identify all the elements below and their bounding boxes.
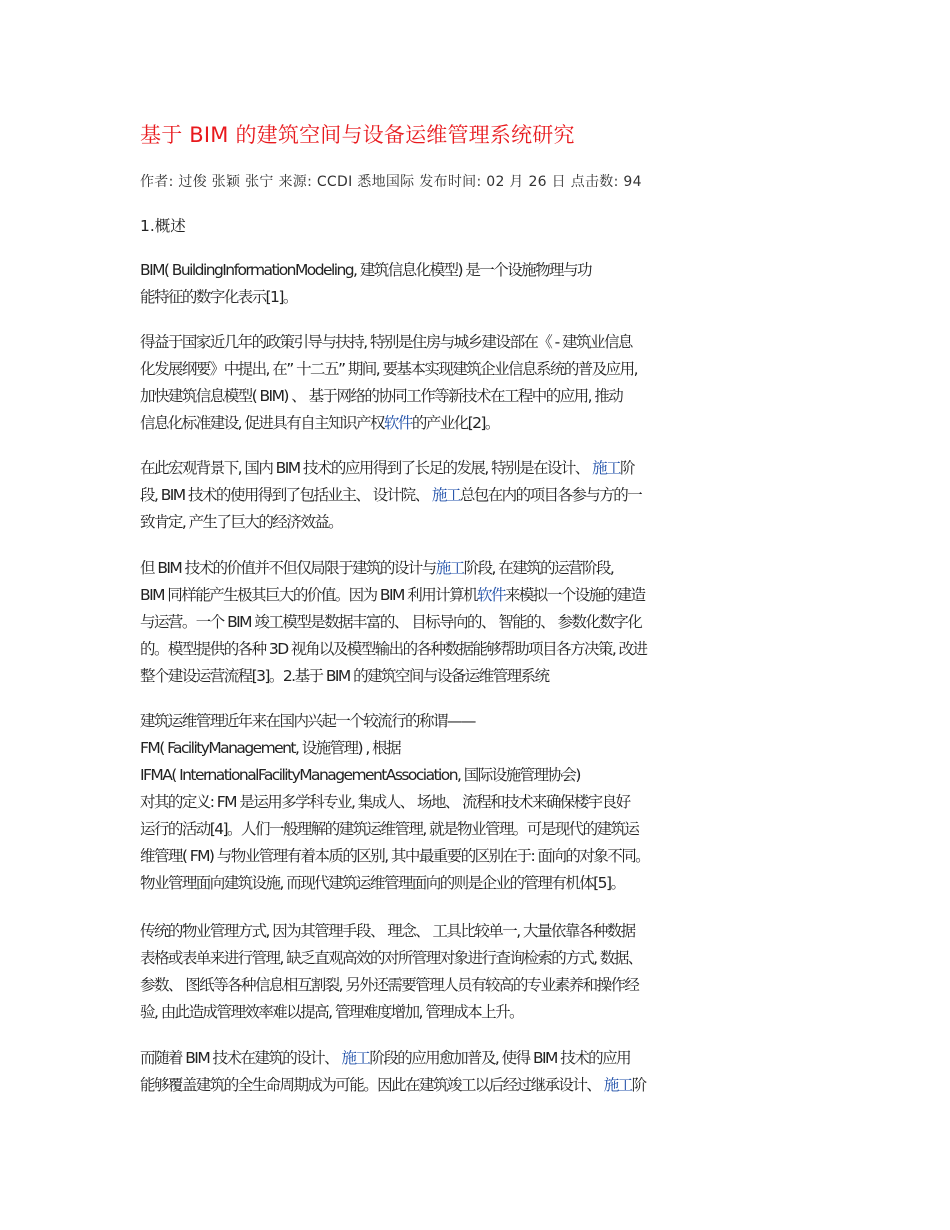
paragraph-line: 的。模型提供的各种 3D 视角以及模型输出的各种数据能够帮助项目各方决策, 改进 (140, 640, 647, 658)
paragraph-6 (140, 918, 840, 1026)
time-label: 发布时间: (419, 174, 482, 190)
paragraph-line: 能特征的数字化表示[1]。 (140, 288, 297, 306)
construction-link[interactable]: 施工 (431, 486, 460, 504)
paragraph-line (140, 1072, 840, 1099)
text-run: 但 BIM 技术的价值并不但仅局限于建筑的设计与 (140, 559, 436, 577)
paragraph-line: 得益于国家近几年的政策引导与扶持, 特别是住房与城乡建设部在《 - 建筑业信息 (140, 333, 632, 351)
paragraph-line: 致肯定, 产生了巨大的经济效益。 (140, 513, 343, 531)
source-label: 来源: (278, 174, 313, 190)
paragraph-5 (140, 708, 840, 897)
paragraph-line (140, 1045, 840, 1072)
paragraph-line: 建筑运维管理近年来在国内兴起一个较流行的称谓—— (140, 712, 475, 730)
author-value: 过俊 张颖 张宁 (178, 174, 274, 190)
paragraph-line: 参数、 图纸等各种信息相互割裂, 另外还需要管理人员有较高的专业素养和操作经 (140, 976, 639, 994)
text-run: 阶 (620, 459, 634, 477)
text-run: 能够覆盖建筑的全生命周期成为可能。因此在建筑竣工以后经过继承设计、 (140, 1076, 604, 1094)
source-value: CCDI 悉地国际 (316, 174, 415, 190)
paragraph-line: 物业管理面向建筑设施, 而现代建筑运维管理面向的则是企业的管理有机体[5]。 (140, 874, 625, 892)
paragraph-1 (140, 257, 840, 311)
paragraph-7 (140, 1045, 840, 1099)
article-title: 基于 BIM 的建筑空间与设备运维管理系统研究 (140, 123, 575, 147)
text-run: 信息化标准建设, 促进具有自主知识产权 (140, 414, 384, 432)
text-run: 总包在内的项目各参与方的一 (459, 486, 642, 504)
article-meta (140, 171, 642, 191)
construction-link[interactable]: 施工 (435, 559, 464, 577)
paragraph-line (140, 455, 840, 482)
paragraph-line: 对其的定义: FM 是运用多学科专业, 集成人、 场地、 流程和技术来确保楼宇良好 (140, 793, 630, 811)
paragraph-line: IFMA( InternationalFacilityManagementAssociation, 国际设施管理协会) (140, 766, 580, 784)
paragraph-line: 运行的活动[4]。人们一般理解的建筑运维管理, 就是物业管理。可是现代的建筑运 (140, 820, 639, 838)
paragraph-line (140, 555, 840, 582)
paragraph-4 (140, 555, 840, 690)
paragraph-line: 表格或表单来进行管理, 缺乏直观高效的对所管理对象进行查询检索的方式, 数据、 (140, 949, 642, 967)
section-heading-overview: 1.概述 (140, 217, 186, 235)
clicks-label: 点击数: (570, 174, 619, 190)
clicks-value: 94 (623, 174, 642, 190)
construction-link[interactable]: 施工 (341, 1049, 370, 1067)
paragraph-2 (140, 329, 840, 437)
software-link[interactable]: 软件 (383, 414, 412, 432)
paragraph-line: 加快建筑信息模型( BIM) 、 基于网络的协同工作等新技术在工程中的应用, 推动 (140, 387, 623, 405)
paragraph-line: BIM( BuildingInformationModeling, 建筑信息化模型) 是一个设施物理与功 (140, 261, 591, 279)
text-run: 段, BIM 技术的使用得到了包括业主、 设计院、 (140, 486, 432, 504)
paragraph-line: 维管理( FM) 与物业管理有着本质的区别, 其中最重要的区别在于: 面向的对象不同。 (140, 847, 650, 865)
text-run: 而随着 BIM 技术在建筑的设计、 (140, 1049, 342, 1067)
author-label: 作者: (140, 174, 174, 190)
paragraph-line: 与运营。一个 BIM 竣工模型是数据丰富的、 目标导向的、 智能的、 参数化数字化 (140, 613, 642, 631)
text-run: 阶 (631, 1076, 646, 1094)
time-value: 02 月 26 日 (486, 174, 566, 190)
text-run: BIM 同样能产生极其巨大的价值。因为 BIM 利用计算机 (140, 586, 477, 604)
paragraph-line (140, 482, 840, 509)
text-run: 的产业化[2]。 (411, 414, 499, 432)
paragraph-line: 整个建设运营流程[3]。2.基于 BIM 的建筑空间与设备运维管理系统 (140, 667, 549, 685)
paragraph-line (140, 410, 840, 437)
software-link[interactable]: 软件 (477, 586, 505, 604)
text-run: 阶段, 在建筑的运营阶段, (463, 559, 614, 577)
paragraph-line: 传统的物业管理方式, 因为其管理手段、 理念、 工具比较单一, 大量依靠各种数据 (140, 922, 635, 940)
text-run: 来模拟一个设施的建造 (504, 586, 645, 604)
text-run: 阶段的应用愈加普及, 使得 BIM 技术的应用 (369, 1049, 631, 1067)
paragraph-3 (140, 455, 840, 536)
construction-link[interactable]: 施工 (592, 459, 621, 477)
paragraph-line: 验, 由此造成管理效率难以提高, 管理难度增加, 管理成本上升。 (140, 1003, 523, 1021)
paragraph-line: 化发展纲要》中提出, 在” 十二五” 期间, 要基本实现建筑企业信息系统的普及应用, (140, 360, 637, 378)
text-run: 在此宏观背景下, 国内 BIM 技术的应用得到了长足的发展, 特别是在设计、 (140, 459, 593, 477)
construction-link[interactable]: 施工 (603, 1076, 632, 1094)
paragraph-line (140, 582, 840, 609)
paragraph-line: FM( FacilityManagement, 设施管理) , 根据 (140, 739, 401, 757)
